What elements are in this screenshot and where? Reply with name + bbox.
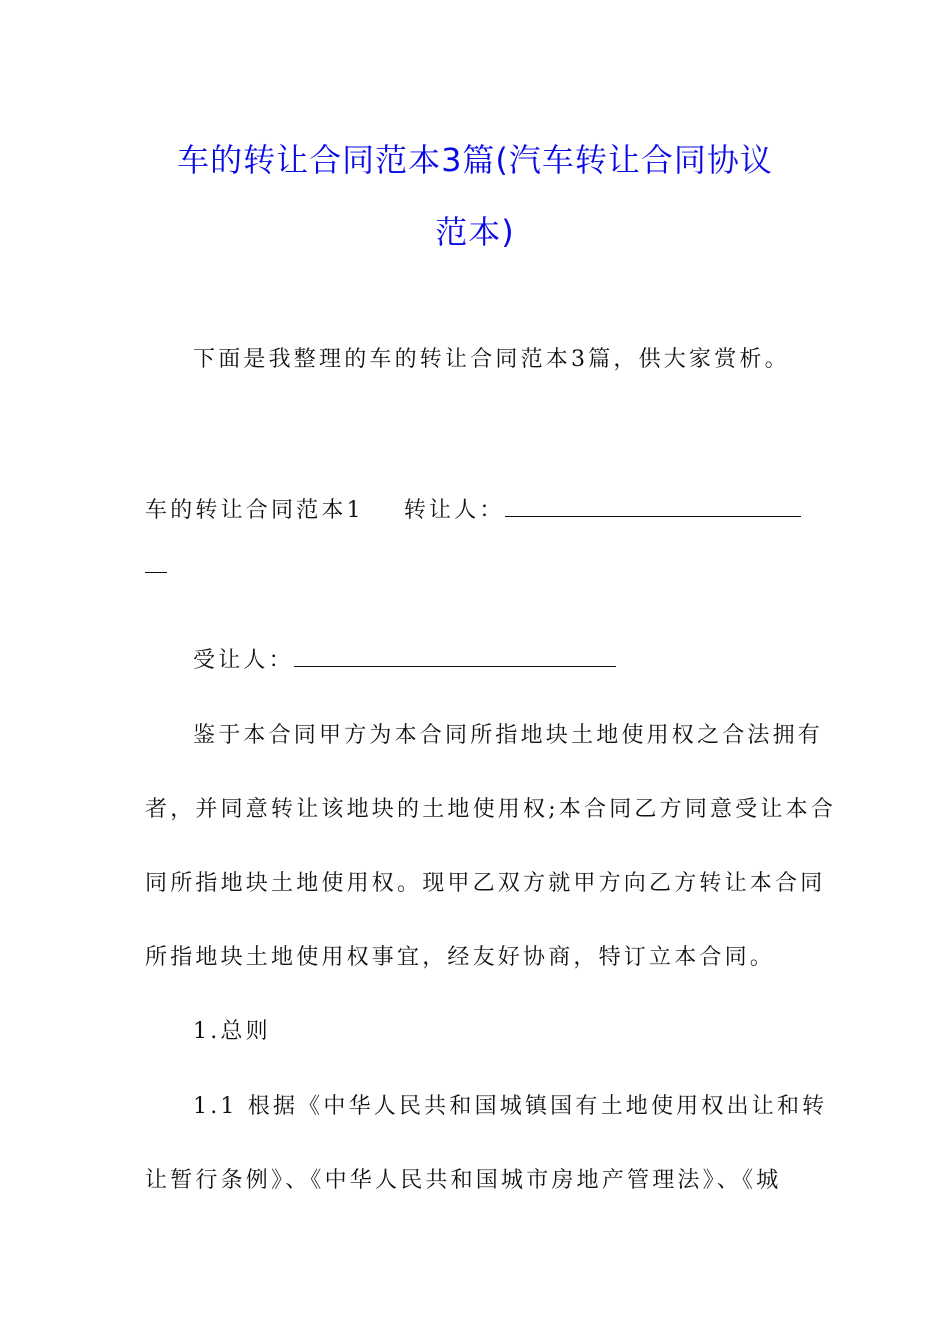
contract-heading: 车的转让合同范本1 (145, 498, 364, 523)
transferee-label: 受让人： (193, 648, 294, 673)
section-1-heading: 1.总则 (193, 1019, 271, 1044)
transferor-blank-continuation (145, 552, 810, 582)
clause-1-1-line-1: 1.1 根据《中华人民共和国城镇国有土地使用权出让和转 (193, 1094, 828, 1119)
preamble-line-1: 鉴于本合同甲方为本合同所指地块土地使用权之合法拥有 (193, 723, 824, 748)
document-title-line-2: 范本) (435, 213, 515, 251)
transferee-row (193, 646, 858, 676)
transferor-blank-tail (145, 552, 167, 573)
preamble-line-4: 所指地块土地使用权事宜，经友好协商，特订立本合同。 (145, 945, 776, 970)
preamble-line-3: 同所指地块土地使用权。现甲乙双方就甲方向乙方转让本合同 (145, 871, 826, 896)
transferor-blank (505, 496, 801, 517)
intro-paragraph: 下面是我整理的车的转让合同范本3篇，供大家赏析。 (193, 347, 790, 372)
clause-1-1-line-2: 让暂行条例》、《中华人民共和国城市房地产管理法》、《城 (145, 1168, 782, 1193)
transferee-blank (294, 646, 616, 667)
preamble-line-2: 者，并同意转让该地块的土地使用权;本合同乙方同意受让本合 (145, 797, 837, 822)
transferor-label: 转让人： (403, 498, 505, 523)
contract-heading-row (145, 496, 810, 526)
document-title-line-1: 车的转让合同范本3篇(汽车转让合同协议 (177, 141, 773, 179)
